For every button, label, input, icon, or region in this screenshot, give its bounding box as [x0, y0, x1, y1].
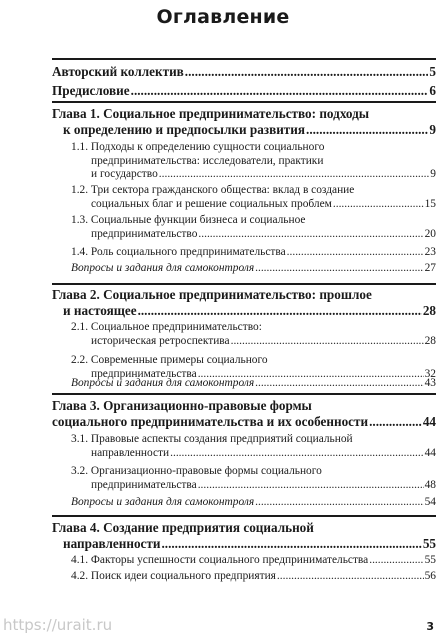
- toc-page-number: 55: [422, 536, 436, 551]
- section-title-line: социальных благ и решение социальных проблем: [91, 197, 332, 210]
- chapter-title-line: Глава 3. Организационно-правовые формы: [52, 398, 312, 413]
- leader-dots: [306, 122, 428, 138]
- leader-dots: [255, 377, 423, 391]
- toc-page-number: 9: [430, 168, 436, 180]
- toc-section-4-1[interactable]: [71, 554, 436, 568]
- toc-section-1-4[interactable]: [71, 246, 436, 260]
- toc-section-2-1[interactable]: [71, 321, 436, 348]
- toc-page-number: 5: [429, 64, 436, 79]
- toc-questions-2[interactable]: [71, 377, 436, 391]
- page-title: Оглавление: [156, 6, 290, 28]
- leader-dots: [198, 479, 424, 493]
- questions-label: Вопросы и задания для самоконтроля: [71, 496, 255, 508]
- toc-page-number: 20: [424, 227, 436, 240]
- leader-dots: [255, 496, 423, 510]
- section-title-line: 3.1. Правовые аспекты создания предприятий социальной: [71, 433, 353, 445]
- toc-page-number: 48: [424, 478, 436, 491]
- toc-page-number: 43: [424, 377, 436, 389]
- toc-chapter-1[interactable]: [52, 106, 436, 138]
- toc-entry-preface[interactable]: [52, 83, 436, 99]
- leader-dots: [198, 228, 423, 242]
- divider: [52, 515, 436, 517]
- section-title-line: предпринимательства: [91, 478, 197, 491]
- toc-page-number: 28: [424, 334, 436, 347]
- divider: [52, 393, 436, 395]
- toc-entry-label: Авторский коллектив: [52, 64, 184, 79]
- chapter-title-line: Глава 1. Социальное предпринимательство: подходы: [52, 106, 370, 121]
- toc-section-1-2[interactable]: [71, 184, 436, 211]
- section-title-line: направленности: [91, 446, 170, 459]
- toc-section-3-1[interactable]: [71, 433, 436, 460]
- divider: [52, 101, 436, 103]
- section-title-line: предпринимательства: [91, 367, 197, 380]
- leader-dots: [161, 536, 421, 552]
- questions-label: Вопросы и задания для самоконтроля: [71, 377, 255, 389]
- leader-dots: [231, 335, 424, 349]
- toc-page-number: 44: [422, 414, 436, 429]
- toc-questions-1[interactable]: [71, 262, 436, 276]
- section-title-line: и государство: [91, 168, 158, 180]
- toc-page-number: 55: [424, 554, 436, 566]
- toc-questions-3[interactable]: [71, 496, 436, 510]
- section-title-line: 4.1. Факторы успешности социального предпринимательства: [71, 554, 369, 566]
- leader-dots: [138, 303, 422, 319]
- section-title-line: 1.2. Три сектора гражданского общества: вклад в создание: [71, 184, 355, 196]
- leader-dots: [287, 246, 424, 260]
- toc-page-number: 56: [424, 570, 436, 582]
- chapter-title-line: социального предпринимательства и их особенности: [52, 414, 369, 429]
- toc-entry-authors[interactable]: [52, 64, 436, 80]
- section-title-line: 1.1. Подходы к определению сущности социального: [71, 141, 325, 153]
- divider: [52, 283, 436, 285]
- toc-section-3-2[interactable]: [71, 465, 436, 492]
- toc-page-number: 27: [424, 262, 436, 274]
- toc-page-number: 23: [424, 246, 436, 258]
- chapter-title-line: к определению и предпосылки развития: [63, 122, 306, 137]
- toc-page-number: 44: [424, 446, 436, 459]
- leader-dots: [159, 168, 430, 182]
- chapter-title-line: Глава 2. Социальное предпринимательство: прошлое: [52, 287, 372, 302]
- leader-dots: [369, 554, 423, 568]
- chapter-title-line: и настоящее: [63, 303, 137, 318]
- toc-page-number: 28: [422, 303, 436, 318]
- section-title-line: 4.2. Поиск идеи социального предприятия: [71, 570, 276, 582]
- section-title-line: 1.4. Роль социального предпринимательства: [71, 246, 286, 258]
- toc-chapter-3[interactable]: [52, 398, 436, 430]
- leader-dots: [131, 83, 429, 99]
- toc-page-number: 32: [424, 367, 436, 380]
- leader-dots: [185, 64, 429, 80]
- toc-page-number: 54: [424, 496, 436, 508]
- toc-section-1-1[interactable]: [71, 141, 436, 182]
- chapter-title-line: направленности: [63, 536, 161, 551]
- toc-entry-label: Предисловие: [52, 83, 130, 98]
- leader-dots: [255, 262, 423, 276]
- section-title-line: 1.3. Социальные функции бизнеса и социальное: [71, 214, 306, 226]
- toc-page-number: 6: [429, 83, 436, 98]
- page-number: 3: [426, 620, 434, 633]
- leader-dots: [170, 447, 423, 461]
- toc-page-number: 15: [424, 197, 436, 210]
- section-title-line: историческая ретроспектива: [91, 334, 230, 347]
- leader-dots: [333, 198, 424, 212]
- toc-chapter-4[interactable]: [52, 520, 436, 552]
- section-title-line: 3.2. Организационно-правовые формы социального: [71, 465, 322, 477]
- toc-chapter-2[interactable]: [52, 287, 436, 319]
- toc-section-4-2[interactable]: [71, 570, 436, 584]
- section-title-line: предпринимательство: [91, 227, 198, 240]
- toc-section-1-3[interactable]: [71, 214, 436, 241]
- watermark-url: https://urait.ru: [3, 616, 113, 634]
- leader-dots: [277, 570, 424, 584]
- toc-page-number: 9: [429, 122, 436, 137]
- leader-dots: [369, 414, 422, 430]
- section-title-line: предпринимательства: исследователи, практики: [91, 154, 324, 167]
- questions-label: Вопросы и задания для самоконтроля: [71, 262, 255, 274]
- section-title-line: 2.2. Современные примеры социального: [71, 354, 268, 366]
- section-title-line: 2.1. Социальное предпринимательство:: [71, 321, 262, 333]
- chapter-title-line: Глава 4. Создание предприятия социальной: [52, 520, 314, 535]
- divider: [52, 58, 436, 60]
